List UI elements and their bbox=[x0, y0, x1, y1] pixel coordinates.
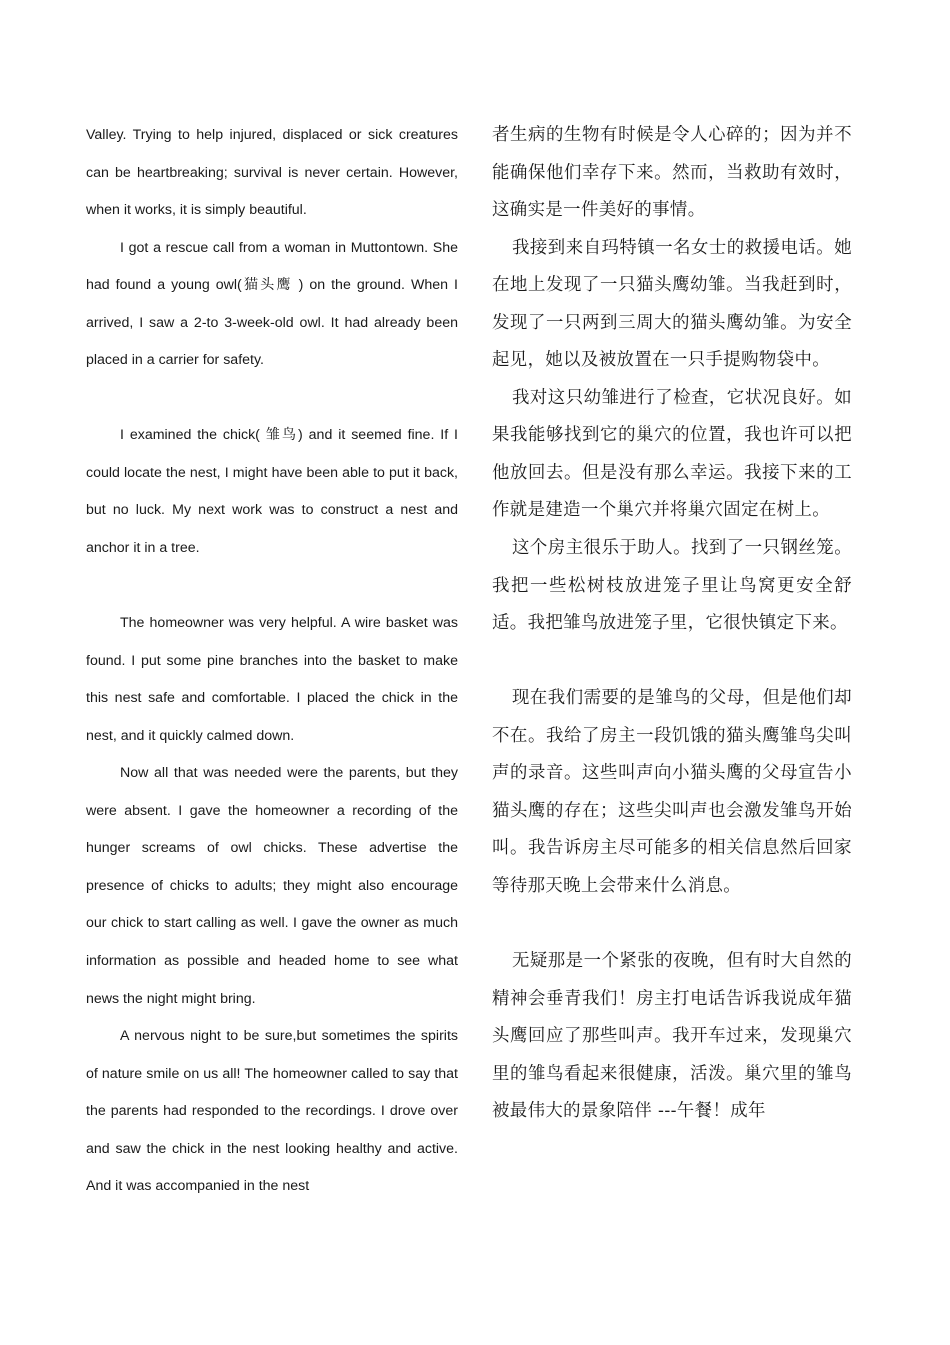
english-paragraph-3: I examined the chick( 雏鸟) and it seemed fine. If I could locate the nest, I might have been able to put it back, but no luck. My next work was to construct a nest and anchor it in a tree. bbox=[86, 427, 458, 557]
english-column bbox=[86, 117, 458, 1206]
chinese-paragraph-6: 无疑那是一个紧张的夜晚，但有时大自然的精神会垂青我们！房主打电话告诉我说成年猫头鹰回应了那些叫声。我开车过来，发现巢穴里的雏鸟看起来很健康，活泼。巢穴里的雏鸟被最伟大的景象陪伴 ---午餐！成年 bbox=[492, 951, 852, 1122]
chinese-paragraph-3: 我对这只幼雏进行了检查，它状况良好。如果我能够找到它的巢穴的位置，我也许可以把他放回去。但是没有那么幸运。我接下来的工作就是建造一个巢穴并将巢穴固定在树上。 bbox=[492, 387, 852, 521]
english-paragraph-1: Valley. Trying to help injured, displaced or sick creatures can be heartbreaking; survival is never certain. However, when it works, it is simply beautiful. bbox=[86, 127, 458, 219]
paragraph-spacer bbox=[86, 380, 458, 418]
chinese-paragraph-1: 者生病的生物有时候是令人心碎的；因为并不能确保他们幸存下来。然而，当救助有效时，这确实是一件美好的事情。 bbox=[492, 125, 852, 221]
english-paragraph-6: A nervous night to be sure,but sometimes the spirits of nature smile on us all! The homeowner called to say that the parents had responded to the recordings. I drove over and saw the chick in the nest looking healthy and active. And it was accompanied in the nest bbox=[86, 1028, 458, 1195]
english-paragraph-4: The homeowner was very helpful. A wire basket was found. I put some pine branches into the basket to make this nest safe and comfortable. I placed the chick in the nest, and it quickly calmed down. bbox=[86, 615, 458, 744]
chinese-paragraph-4: 这个房主很乐于助人。找到了一只钢丝笼。我把一些松树枝放进笼子里让鸟窝更安全舒适。我把雏鸟放进笼子里，它很快镇定下来。 bbox=[492, 538, 852, 634]
chinese-paragraph-5: 现在我们需要的是雏鸟的父母，但是他们却不在。我给了房主一段饥饿的猫头鹰雏鸟尖叫声的录音。这些叫声向小猫头鹰的父母宣告小猫头鹰的存在；这些尖叫声也会激发雏鸟开始叫。我告诉房主尽可能多的相关信息然后回家等待那天晚上会带来什么消息。 bbox=[492, 688, 852, 896]
paragraph-spacer bbox=[492, 643, 852, 681]
chinese-column bbox=[492, 117, 852, 1131]
english-paragraph-2: I got a rescue call from a woman in Muttontown. She had found a young owl(猫头鹰 ) on the ground. When I arrived, I saw a 2-to 3-week-old owl. It had already been placed in a carrier for safety. bbox=[86, 239, 458, 369]
english-paragraph-5: Now all that was needed were the parents, but they were absent. I gave the homeowner a recording of the hunger screams of owl chicks. These advertise the presence of chicks to adults; they might also encourage our chick to start calling as well. I gave the owner as much information as possible and headed home to see what news the night might bring. bbox=[86, 765, 458, 1007]
paragraph-spacer bbox=[492, 905, 852, 943]
chinese-paragraph-2: 我接到来自玛特镇一名女士的救援电话。她在地上发现了一只猫头鹰幼雏。当我赶到时，发现了一只两到三周大的猫头鹰幼雏。为安全起见，她以及被放置在一只手提购物袋中。 bbox=[492, 237, 852, 371]
paragraph-spacer bbox=[86, 568, 458, 606]
